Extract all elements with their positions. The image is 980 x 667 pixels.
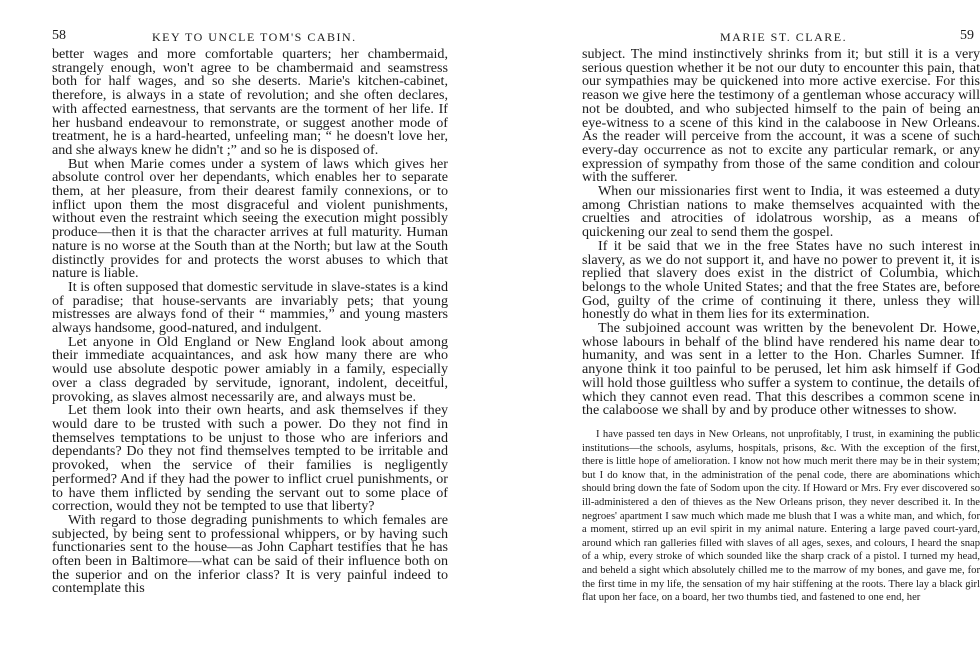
left-body-text (52, 48, 448, 596)
paragraph: The subjoined account was written by the benevolent Dr. Howe, whose labours in behalf of the blind have rendered his name dear to humanity, and was sent in a letter to the Hon. Charles Sumner. If anyone think it too painful to be perused, let him ask himself if God will hold those guiltless who suffer a system to continue, the details of which they cannot even read. That this describes a common scene in the calaboose we shall by and by produce other witnesses to show. (582, 320, 980, 419)
book-gutter (470, 0, 560, 667)
quote-paragraph: I have passed ten days in New Orleans, not unprofitably, I trust, in examining the public institutions—the schools, asylums, hospitals, prisons, &c. With the exception of the first, there is little hope of amelioration. I know not how much merit there may be in their system; but I do know that, in the administration of the penal code, there are abominations which should bring down the fate of Sodom upon the city. If Howard or Mrs. Fry ever discovered so ill-administered a den of thieves as the New Orleans prison, they never described it. In the negroes' apartment I saw much which made me blush that I was a white man, and which, for a moment, stirred up an evil spirit in my animal nature. Entering a large paved court-yard, around which ran galleries filled with slaves of all ages, sexes, and colours, I heard the snap of a whip, every stroke of which sounded like the sharp crack of a pistol. I turned my head, and beheld a sight which absolutely chilled me to the marrow of my bones, and gave me, for the first time in my life, the sensation of my hair stiffening at the roots. There lay a black girl flat upon her face, on a board, her two thumbs tied, and fastened to one end, her (582, 428, 980, 604)
right-running-title: MARIE ST. CLARE. (720, 30, 848, 44)
right-page (560, 0, 980, 667)
left-running-title: KEY TO UNCLE TOM'S CABIN. (152, 30, 357, 44)
right-body-text (582, 48, 980, 418)
paragraph: subject. The mind instinctively shrinks from it; but still it is a very serious question whether it be not our duty to encounter this pain, that our sympathies may be quickened into more active exercise. For this reason we give here the testimony of a gentleman whose accuracy will not be doubted, and who subjected himself to the pain of being an eye-witness to a scene of this kind in the calaboose in New Orleans. As the reader will perceive from the account, it was a scene of such every-day occurrence as not to excite any particular remark, or any expression of sympathy from those of the same condition and colour with the sufferer. (582, 46, 980, 186)
right-page-number: 59 (960, 28, 974, 43)
paragraph: When our missionaries first went to India, it was esteemed a duty among Christian nations to make themselves acquainted with the cruelties and atrocities of idolatrous worship, as a means of quickening our zeal to send them the gospel. (582, 183, 980, 241)
left-page-number: 58 (52, 28, 66, 43)
right-running-head (582, 28, 980, 44)
paragraph: If it be said that we in the free States have no such interest in slavery, as we do not support it, and have no power to prevent it, it is replied that slavery does exist in the district of Columbia, which belongs to the whole United States; and that the free States are, before God, guilty of the crime of continuing it there, unless they will honestly do what in them lies for its extermination. (582, 237, 980, 323)
left-running-head (52, 28, 448, 44)
paragraph: But when Marie comes under a system of laws which gives her absolute control over her dependants, which enables her to separate them, at her pleasure, from their dearest family connexions, or to inflict upon them the most disgraceful and violent punishments, without even the restraint which seeing the execution might possibly produce—then it is that the character arrives at full maturity. Human nature is no worse at the South than at the North; but law at the South distinctly provides for and protects the worst abuses to which that nature is liable. (52, 155, 448, 282)
block-quote (582, 428, 980, 605)
paragraph: Let them look into their own hearts, and ask themselves if they would dare to be trusted with such a power. Do they not find in themselves temptations to be unjust to those who are inferiors and dependants? Do they not find themselves tempted to be irritable and provoked, when the service of their families is negligently performed? And if they had the power to inflict cruel punishments, or to have them inflicted by sending the servant out to some place of correction, would they not be tempted to use that liberty? (52, 402, 448, 515)
paragraph: Let anyone in Old England or New England look about among their immediate acquaintances, and ask how many there are who would use absolute despotic power amiably in a family, especially over a class degraded by servitude, ignorant, indolent, deceitful, provoking, as slaves almost necessarily are, and always must be. (52, 333, 448, 405)
paragraph: It is often supposed that domestic servitude in slave-states is a kind of paradise; that house-servants are invariably pets; that young mistresses are always fond of their “ mammies,” and young masters always handsome, good-natured, and indulgent. (52, 278, 448, 337)
left-page (0, 0, 470, 667)
paragraph: better wages and more comfortable quarters; her chambermaid, strangely enough, won't agree to be chambermaid and seamstress both for half wages, and so she deserts. Marie's kitchen-cabinet, therefore, is always in a state of revolution; and she often declares, with affected earnestness, that servants are the torment of her life. If her husband endeavour to remonstrate, or suggest another mode of treatment, he is a hard-hearted, unfeeling man; “ he doesn't love her, and she always knew he didn't ;” and so he is disposed of. (52, 46, 448, 158)
paragraph: With regard to those degrading punishments to which females are subjected, by being sent to professional whippers, or by having such functionaries sent to the house—as John Caphart testifies that he has often been in Baltimore—what can be said of their influence both on the superior and on the inferior class? It is very painful indeed to contemplate this (52, 511, 448, 597)
